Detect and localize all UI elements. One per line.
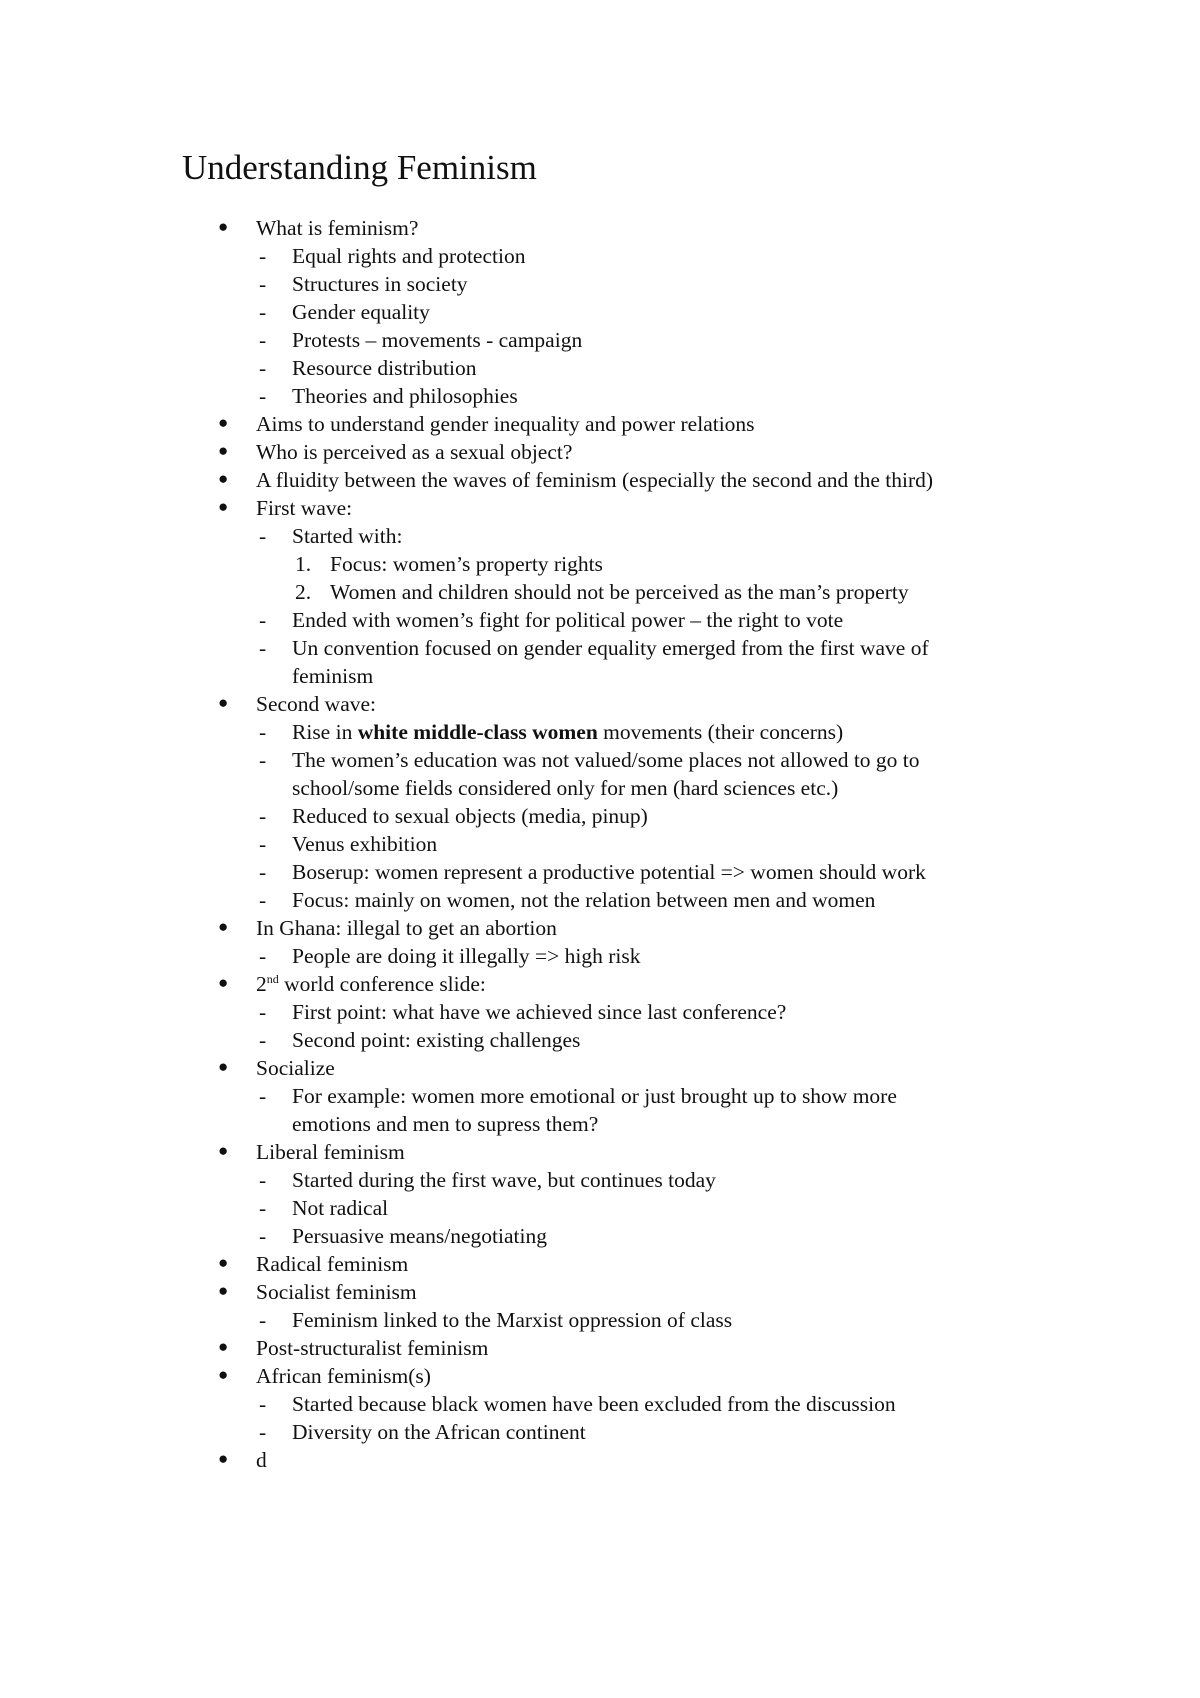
dash-marker: - — [259, 328, 267, 352]
sub-item — [0, 1418, 1200, 1446]
dash-marker: - — [259, 300, 267, 324]
dash-marker: - — [259, 888, 267, 912]
list-item — [0, 438, 1200, 466]
bullet-icon: ● — [218, 1337, 229, 1356]
sub-item — [0, 1082, 1200, 1110]
sub-item-text — [292, 718, 843, 746]
dash-marker: - — [259, 1308, 267, 1332]
list-item — [0, 214, 1200, 242]
sub-item-text: People are doing it illegally => high risk — [292, 944, 641, 968]
bullet-icon: ● — [218, 441, 229, 460]
sub-item — [0, 1194, 1200, 1222]
sub-item — [0, 354, 1200, 382]
list-item — [0, 914, 1200, 942]
dash-marker: - — [259, 1392, 267, 1416]
bullet-icon: ● — [218, 413, 229, 432]
dash-marker: - — [259, 1084, 267, 1108]
bullet-icon: ● — [218, 1449, 229, 1468]
sub-item-text: Un convention focused on gender equality emerged from the first wave of — [292, 636, 929, 660]
sub-item-text: Focus: mainly on women, not the relation between men and women — [292, 888, 876, 912]
sub-item — [0, 998, 1200, 1026]
dash-marker: - — [259, 1420, 267, 1444]
sub-item-text: Resource distribution — [292, 356, 477, 380]
sub-item-text: Started with: — [292, 524, 403, 548]
bullet-icon: ● — [218, 1281, 229, 1300]
sub-item — [0, 522, 1200, 550]
list-item-text: Liberal feminism — [256, 1140, 405, 1164]
sub-item — [0, 746, 1200, 774]
dash-marker: - — [259, 748, 267, 772]
sub-item — [0, 1390, 1200, 1418]
bullet-icon: ● — [218, 917, 229, 936]
sub-item-text: For example: women more emotional or just brought up to show more — [292, 1084, 897, 1108]
rise-bold-text: white middle-class women — [357, 720, 598, 744]
sub-item-text: Started during the first wave, but continues today — [292, 1168, 716, 1192]
sub-item — [0, 802, 1200, 830]
bullet-icon: ● — [218, 1253, 229, 1272]
rise-prefix: Rise in — [292, 720, 358, 744]
dash-marker: - — [259, 272, 267, 296]
sub-item-continuation — [0, 662, 1200, 690]
list-item-text: d — [256, 1448, 267, 1472]
list-item — [0, 494, 1200, 522]
sub-item-text: Protests – movements - campaign — [292, 328, 583, 352]
sub-item-text: Reduced to sexual objects (media, pinup) — [292, 804, 648, 828]
sub-item-text: Feminism linked to the Marxist oppression of class — [292, 1308, 733, 1332]
sub-item-continuation — [0, 774, 1200, 802]
list-item — [0, 690, 1200, 718]
list-item-text: Radical feminism — [256, 1252, 409, 1276]
list-item — [0, 1362, 1200, 1390]
dash-marker: - — [259, 720, 267, 744]
list-item-text — [256, 970, 486, 998]
sub-item-text: feminism — [292, 664, 374, 688]
list-item — [0, 1054, 1200, 1082]
list-item-text: Post-structuralist feminism — [256, 1336, 489, 1360]
document-title: Understanding Feminism — [182, 148, 537, 187]
sub-item-text: Not radical — [292, 1196, 389, 1220]
dash-marker: - — [259, 832, 267, 856]
sub-item-text: Started because black women have been excluded from the discussion — [292, 1392, 896, 1416]
dash-marker: - — [259, 356, 267, 380]
bullet-icon: ● — [218, 973, 229, 992]
dash-marker: - — [259, 804, 267, 828]
sub-item — [0, 270, 1200, 298]
list-item — [0, 1278, 1200, 1306]
sub-item — [0, 886, 1200, 914]
sub-item — [0, 1222, 1200, 1250]
conference-ordinal: nd — [266, 972, 279, 986]
sub-item — [0, 1166, 1200, 1194]
bullet-list — [0, 214, 1200, 1474]
list-item-text: In Ghana: illegal to get an abortion — [256, 916, 557, 940]
numbered-item — [0, 550, 1200, 578]
sub-item — [0, 1306, 1200, 1334]
dash-marker: - — [259, 384, 267, 408]
list-item-text: Aims to understand gender inequality and power relations — [256, 412, 755, 436]
list-item-text: First wave: — [256, 496, 353, 520]
sub-item-text: Persuasive means/negotiating — [292, 1224, 547, 1248]
list-item-text: Who is perceived as a sexual object? — [256, 440, 573, 464]
list-item-text: Socialize — [256, 1056, 335, 1080]
sub-item — [0, 606, 1200, 634]
dash-marker: - — [259, 1028, 267, 1052]
dash-marker: - — [259, 860, 267, 884]
list-item — [0, 410, 1200, 438]
sub-item — [0, 858, 1200, 886]
list-item — [0, 1334, 1200, 1362]
bullet-icon: ● — [218, 217, 229, 236]
sub-item — [0, 298, 1200, 326]
sub-item-text: Venus exhibition — [292, 832, 438, 856]
bullet-icon: ● — [218, 497, 229, 516]
sub-item-text: emotions and men to supress them? — [292, 1112, 599, 1136]
sub-item — [0, 634, 1200, 662]
numbered-item-text: Focus: women’s property rights — [330, 552, 603, 576]
sub-item-text: Gender equality — [292, 300, 430, 324]
bullet-icon: ● — [218, 693, 229, 712]
list-item-text: Second wave: — [256, 692, 377, 716]
sub-item-text: Theories and philosophies — [292, 384, 518, 408]
sub-item — [0, 718, 1200, 746]
sub-item-continuation — [0, 1110, 1200, 1138]
list-item — [0, 1446, 1200, 1474]
numbered-item-text: Women and children should not be perceived as the man’s property — [330, 580, 909, 604]
sub-item-text: The women’s education was not valued/some places not allowed to go to — [292, 748, 920, 772]
sub-item — [0, 942, 1200, 970]
list-item — [0, 1138, 1200, 1166]
sub-item-text: Ended with women’s fight for political power – the right to vote — [292, 608, 844, 632]
dash-marker: - — [259, 524, 267, 548]
list-item-text: African feminism(s) — [256, 1364, 431, 1388]
conference-text: world conference slide: — [278, 972, 486, 996]
dash-marker: - — [259, 1168, 267, 1192]
bullet-icon: ● — [218, 1141, 229, 1160]
conference-number: 2 — [256, 972, 267, 996]
number-marker: 1. — [295, 552, 312, 576]
sub-item-text: Second point: existing challenges — [292, 1028, 581, 1052]
numbered-item — [0, 578, 1200, 606]
dash-marker: - — [259, 1196, 267, 1220]
sub-item-text: Boserup: women represent a productive potential => women should work — [292, 860, 926, 884]
sub-item — [0, 242, 1200, 270]
number-marker: 2. — [295, 580, 312, 604]
list-item-text: Socialist feminism — [256, 1280, 417, 1304]
sub-item-text: Diversity on the African continent — [292, 1420, 586, 1444]
list-item — [0, 1250, 1200, 1278]
dash-marker: - — [259, 1000, 267, 1024]
sub-item-text: Structures in society — [292, 272, 468, 296]
list-item-text: A fluidity between the waves of feminism (especially the second and the third) — [256, 468, 934, 492]
dash-marker: - — [259, 608, 267, 632]
dash-marker: - — [259, 1224, 267, 1248]
sub-item-text: First point: what have we achieved since last conference? — [292, 1000, 787, 1024]
list-item-text: What is feminism? — [256, 216, 419, 240]
bullet-icon: ● — [218, 469, 229, 488]
sub-item — [0, 830, 1200, 858]
rise-suffix: movements (their concerns) — [597, 720, 844, 744]
dash-marker: - — [259, 244, 267, 268]
list-item — [0, 466, 1200, 494]
dash-marker: - — [259, 944, 267, 968]
sub-item-text: Equal rights and protection — [292, 244, 526, 268]
sub-item — [0, 382, 1200, 410]
sub-item-text: school/some fields considered only for men (hard sciences etc.) — [292, 776, 839, 800]
bullet-icon: ● — [218, 1057, 229, 1076]
sub-item — [0, 326, 1200, 354]
list-item — [0, 970, 1200, 998]
dash-marker: - — [259, 636, 267, 660]
sub-item — [0, 1026, 1200, 1054]
bullet-icon: ● — [218, 1365, 229, 1384]
